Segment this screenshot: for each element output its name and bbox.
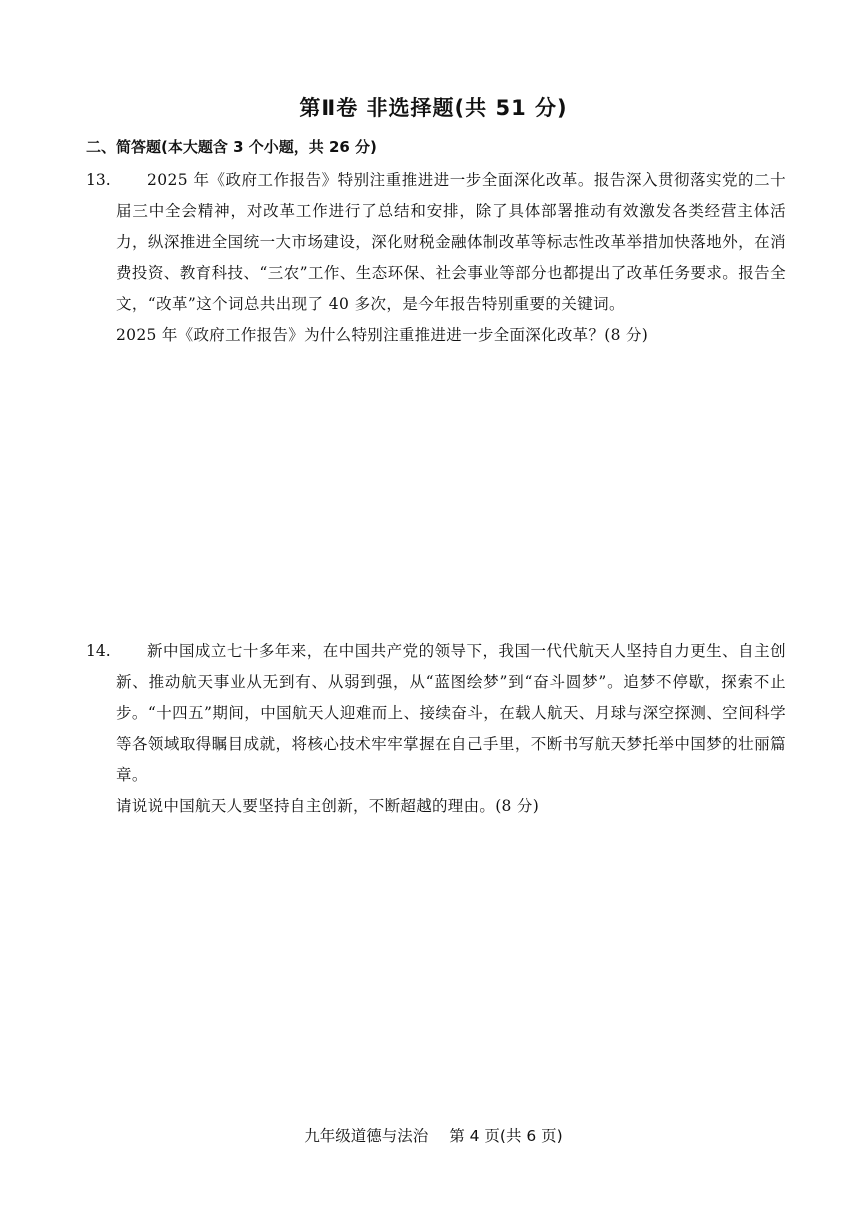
question-material: 新中国成立七十多年来，在中国共产党的领导下，我国一代代航天人坚持自力更生、自主创新、推动航天事业从无到有、从弱到强，从“蓝图绘梦”到“奋斗圆梦”。追梦不停歇，探索不止步。“十四五”期间，中国航天人迎难而上、接续奋斗，在载人航天、月球与深空探测、空间科学等各领域取得瞩目成就，将核心技术牢牢掌握在自己手里，不断书写航天梦托举中国梦的壮丽篇章。 <box>116 642 786 784</box>
footer-page-number: 第 4 页(共 6 页) <box>449 1127 563 1145</box>
question-prompt: 请说说中国航天人要坚持自主创新，不断超越的理由。(8 分) <box>116 797 540 815</box>
question-number: 13. <box>86 171 111 189</box>
question-number: 14. <box>86 642 111 660</box>
footer-subject: 九年级道德与法治 <box>304 1127 429 1145</box>
section-heading: 二、简答题(本大题含 3 个小题，共 26 分) <box>86 138 377 156</box>
page-title: 第Ⅱ卷 非选择题(共 51 分) <box>299 96 568 120</box>
page-footer <box>0 1124 867 1146</box>
question-13 <box>86 165 786 351</box>
question-14 <box>86 636 786 822</box>
question-material: 2025 年《政府工作报告》特别注重推进进一步全面深化改革。报告深入贯彻落实党的二十届三中全会精神，对改革工作进行了总结和安排，除了具体部署推动有效激发各类经营主体活力，纵深推进全国统一大市场建设，深化财税金融体制改革等标志性改革举措加快落地外，在消费投资、教育科技、“三农”工作、生态环保、社会事业等部分也都提出了改革任务要求。报告全文，“改革”这个词总共出现了 40 多次，是今年报告特别重要的关键词。 <box>116 171 786 313</box>
question-prompt: 2025 年《政府工作报告》为什么特别注重推进进一步全面深化改革？(8 分) <box>116 326 649 344</box>
